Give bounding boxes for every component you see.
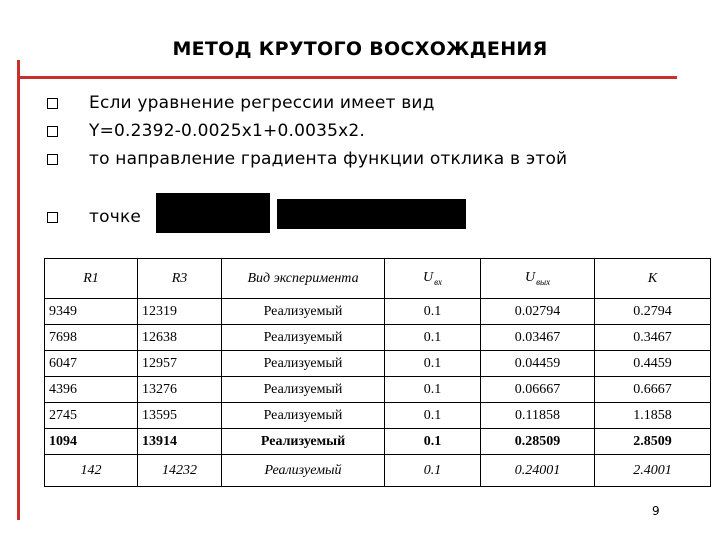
- column-header-k: K: [595, 259, 711, 299]
- experiment-table: [44, 258, 711, 487]
- table-row: [45, 325, 711, 351]
- cell-experiment-type: Реализуемый: [222, 377, 385, 403]
- cell-r1: 9349: [45, 299, 138, 325]
- cell-u-in: 0.1: [385, 299, 481, 325]
- cell-k: 0.2794: [595, 299, 711, 325]
- cell-k: 2.8509: [595, 429, 711, 455]
- column-header-u-in: [385, 259, 481, 299]
- cell-u-out: 0.28509: [481, 429, 595, 455]
- bullet-text: точке: [89, 207, 142, 227]
- cell-u-in: 0.1: [385, 403, 481, 429]
- redacted-formula-block: [156, 193, 270, 233]
- bullet-text: Если уравнение регрессии имеет вид: [89, 93, 435, 113]
- cell-r3: 13276: [138, 377, 222, 403]
- cell-r1: 6047: [45, 351, 138, 377]
- bullet-item: [47, 92, 435, 114]
- cell-experiment-type: Реализуемый: [222, 299, 385, 325]
- cell-k: 0.3467: [595, 325, 711, 351]
- frame-vertical-line: [17, 60, 20, 520]
- cell-u-in: 0.1: [385, 377, 481, 403]
- cell-u-in: 0.1: [385, 429, 481, 455]
- cell-u-out: 0.24001: [481, 455, 595, 487]
- table-row: [45, 299, 711, 325]
- column-header-r1: R1: [45, 259, 138, 299]
- cell-experiment-type: Реализуемый: [222, 455, 385, 487]
- cell-experiment-type: Реализуемый: [222, 351, 385, 377]
- bullet-text: Y=0.2392-0.0025x1+0.0035x2.: [89, 121, 366, 141]
- cell-experiment-type: Реализуемый: [222, 429, 385, 455]
- cell-u-out: 0.03467: [481, 325, 595, 351]
- cell-u-out: 0.06667: [481, 377, 595, 403]
- square-bullet-icon: [47, 98, 58, 109]
- column-header-experiment-type: Вид эксперимента: [222, 259, 385, 299]
- column-header-r3: R3: [138, 259, 222, 299]
- table-row-optimum: [45, 429, 711, 455]
- cell-r3: 12638: [138, 325, 222, 351]
- bullet-text: то направление градиента функции отклика в этой: [89, 149, 568, 169]
- cell-u-out: 0.11858: [481, 403, 595, 429]
- bullet-item: [47, 206, 142, 228]
- table-row: [45, 351, 711, 377]
- square-bullet-icon: [47, 154, 58, 165]
- cell-k: 0.4459: [595, 351, 711, 377]
- u-in-subscript: вх: [434, 277, 443, 287]
- cell-r3: 13595: [138, 403, 222, 429]
- table-row: [45, 403, 711, 429]
- cell-r1: 1094: [45, 429, 138, 455]
- cell-u-in: 0.1: [385, 455, 481, 487]
- cell-r3: 13914: [138, 429, 222, 455]
- cell-k: 1.1858: [595, 403, 711, 429]
- table-row: [45, 455, 711, 487]
- u-in-symbol: U: [422, 270, 434, 285]
- cell-experiment-type: Реализуемый: [222, 403, 385, 429]
- cell-u-out: 0.04459: [481, 351, 595, 377]
- cell-experiment-type: Реализуемый: [222, 325, 385, 351]
- u-out-subscript: вых: [536, 277, 551, 287]
- cell-u-out: 0.02794: [481, 299, 595, 325]
- cell-k: 0.6667: [595, 377, 711, 403]
- cell-k: 2.4001: [595, 455, 711, 487]
- cell-r3: 14232: [138, 455, 222, 487]
- square-bullet-icon: [47, 126, 58, 137]
- cell-r1: 142: [45, 455, 138, 487]
- cell-r1: 4396: [45, 377, 138, 403]
- slide-title: МЕТОД КРУТОГО ВОСХОЖДЕНИЯ: [172, 38, 548, 60]
- column-header-u-out: [481, 259, 595, 299]
- page-number: 9: [652, 504, 660, 518]
- table-header-row: [45, 259, 711, 299]
- bullet-item: [47, 148, 568, 170]
- table-row: [45, 377, 711, 403]
- cell-r1: 7698: [45, 325, 138, 351]
- cell-r1: 2745: [45, 403, 138, 429]
- cell-u-in: 0.1: [385, 325, 481, 351]
- frame-horizontal-line: [17, 76, 677, 79]
- redacted-formula-block: [277, 199, 466, 229]
- cell-r3: 12319: [138, 299, 222, 325]
- bullet-item: [47, 120, 366, 142]
- square-bullet-icon: [47, 212, 58, 223]
- cell-u-in: 0.1: [385, 351, 481, 377]
- u-out-symbol: U: [524, 270, 536, 285]
- cell-r3: 12957: [138, 351, 222, 377]
